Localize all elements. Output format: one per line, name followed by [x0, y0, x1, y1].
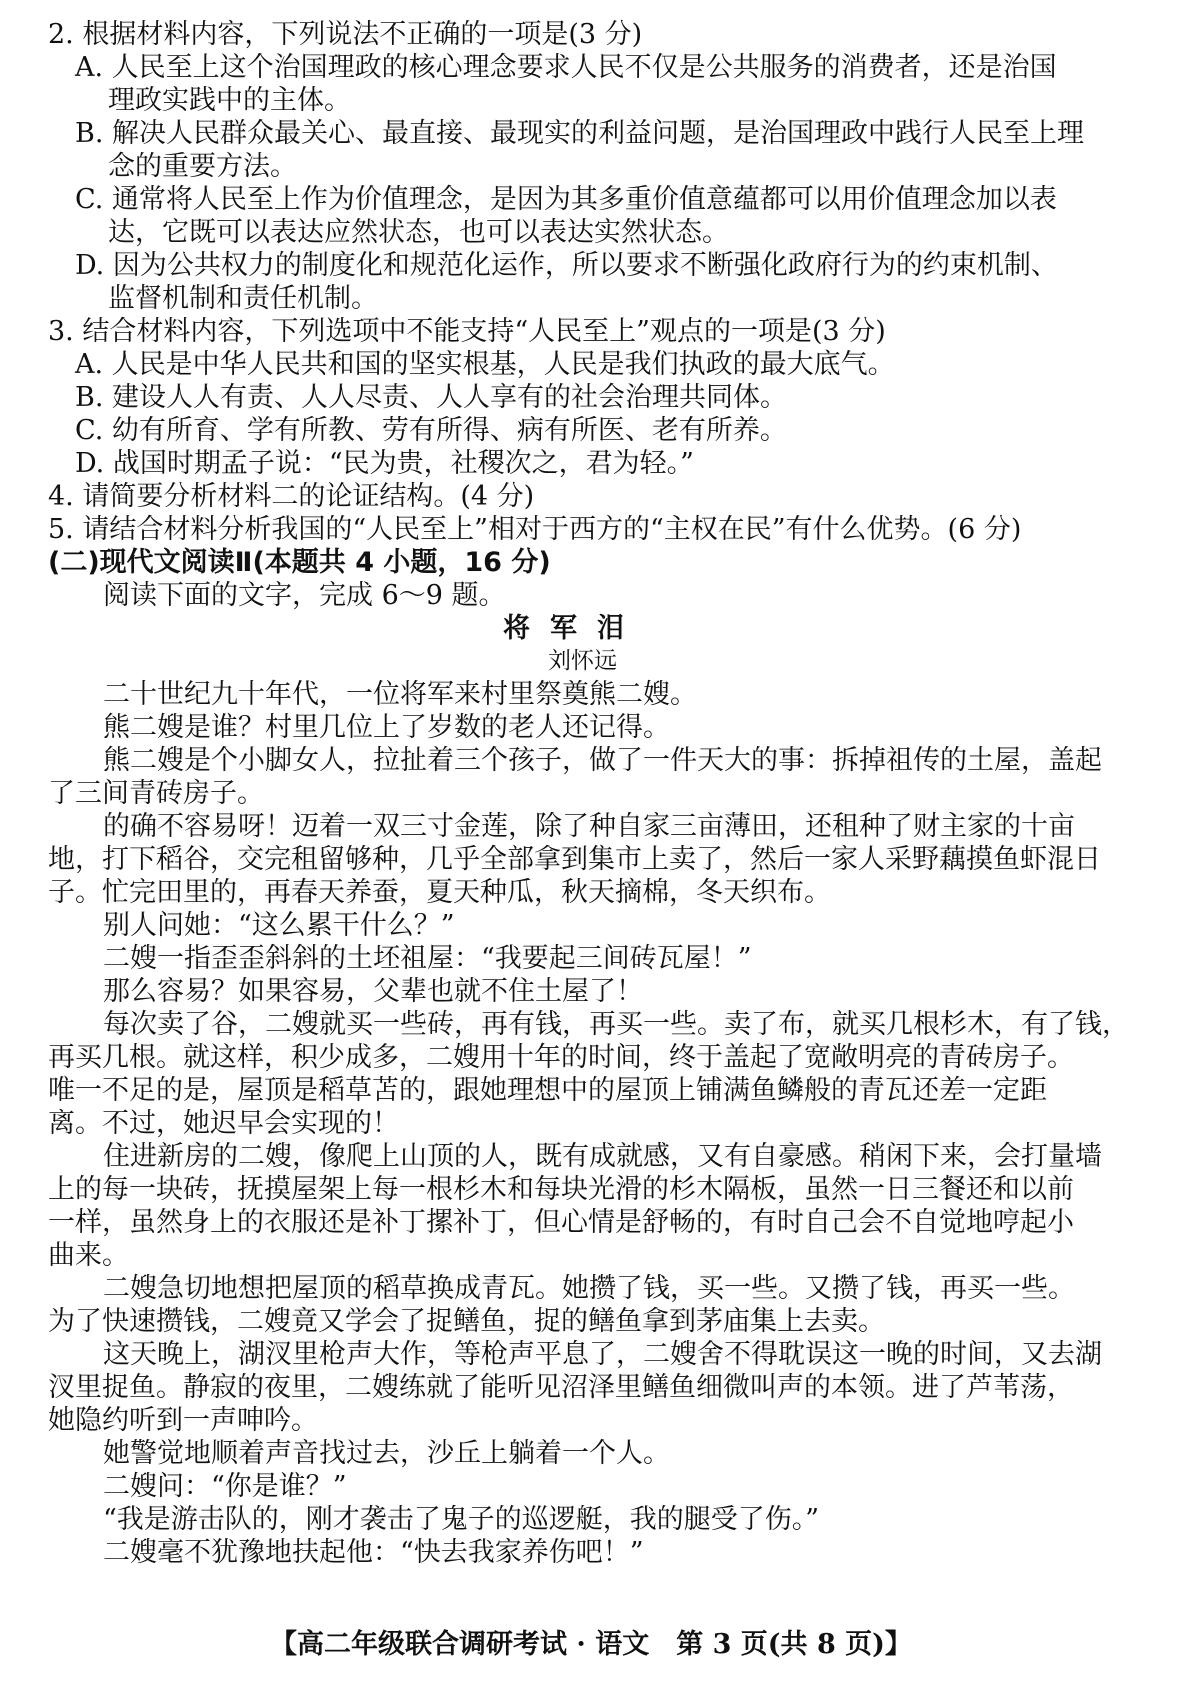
story-paragraph-line: 每次卖了谷，二嫂就买一些砖，再有钱，再买一些。卖了布，就买几根杉木，有了钱， [103, 1009, 1129, 1040]
story-paragraph-line: 子。忙完田里的，再春天养蚕，夏天种瓜，秋天摘棉，冬天织布。 [48, 877, 831, 908]
story-paragraph-line: 地，打下稻谷，交完租留够种，几乎全部拿到集市上卖了，然后一家人采野藕摸鱼虾混日 [48, 844, 1101, 875]
section-instruction: 阅读下面的文字，完成 6～9 题。 [103, 580, 506, 611]
section-heading: (二)现代文阅读Ⅱ(本题共 4 小题，16 分) [48, 547, 551, 578]
story-title: 将军泪 [503, 613, 644, 644]
story-paragraph-line: 二嫂毫不犹豫地扶起他：“快去我家养伤吧！” [103, 1537, 644, 1568]
question-3-option-d: D. 战国时期孟子说：“民为贵，社稷次之，君为轻。” [75, 448, 694, 479]
story-paragraph-line: 二嫂急切地想把屋顶的稻草换成青瓦。她攒了钱，买一些。又攒了钱，再买一些。 [103, 1273, 1075, 1304]
question-2-option-d: D. 因为公共权力的制度化和规范化运作，所以要求不断强化政府行为的约束机制、 [75, 250, 1058, 281]
question-3-option-c: C. 幼有所育、学有所教、劳有所得、病有所医、老有所养。 [75, 415, 787, 446]
story-paragraph-line: 二十世纪九十年代，一位将军来村里祭奠熊二嫂。 [103, 679, 697, 710]
story-paragraph-line: “我是游击队的，刚才袭击了鬼子的巡逻艇，我的腿受了伤。” [103, 1504, 820, 1535]
story-paragraph-line: 再买几根。就这样，积少成多，二嫂用十年的时间，终于盖起了宽敞明亮的青砖房子。 [48, 1042, 1074, 1073]
question-2-stem: 2. 根据材料内容，下列说法不正确的一项是(3 分) [48, 19, 643, 50]
question-2-option-b: B. 解决人民群众最关心、最直接、最现实的利益问题，是治国理政中践行人民至上理 [75, 118, 1085, 149]
story-paragraph-line: 曲来。 [48, 1240, 129, 1271]
story-paragraph-line: 离。不过，她迟早会实现的！ [48, 1108, 399, 1139]
story-paragraph-line: 她隐约听到一声呻吟。 [48, 1405, 318, 1436]
question-2-option-a-cont: 理政实践中的主体。 [108, 85, 351, 116]
story-paragraph-line: 二嫂一指歪歪斜斜的土坯祖屋：“我要起三间砖瓦屋！” [103, 943, 752, 974]
story-paragraph-line: 这天晚上，湖汊里枪声大作，等枪声平息了，二嫂舍不得耽误这一晚的时间，又去湖 [103, 1339, 1102, 1370]
question-2-option-d-cont: 监督机制和责任机制。 [108, 283, 378, 314]
story-author: 刘怀远 [548, 648, 617, 674]
story-paragraph-line: 上的每一块砖，抚摸屋架上每一根杉木和每块光滑的杉木隔板，虽然一日三餐还和以前 [48, 1174, 1074, 1205]
question-3-option-a: A. 人民是中华人民共和国的坚实根基，人民是我们执政的最大底气。 [75, 349, 895, 380]
question-4: 4. 请简要分析材料二的论证结构。(4 分) [48, 481, 535, 512]
question-2-option-c-cont: 达，它既可以表达应然状态，也可以表达实然状态。 [108, 217, 729, 248]
story-paragraph-line: 熊二嫂是谁？村里几位上了岁数的老人还记得。 [103, 712, 670, 743]
question-2-option-a: A. 人民至上这个治国理政的核心理念要求人民不仅是公共服务的消费者，还是治国 [75, 52, 1057, 83]
question-5: 5. 请结合材料分析我国的“人民至上”相对于西方的“主权在民”有什么优势。(6 分) [48, 514, 1022, 545]
story-paragraph-line: 汊里捉鱼。静寂的夜里，二嫂练就了能听见沼泽里鳝鱼细微叫声的本领。进了芦苇荡， [48, 1372, 1074, 1403]
story-paragraph-line: 熊二嫂是个小脚女人，拉扯着三个孩子，做了一件天大的事：拆掉祖传的土屋，盖起 [103, 745, 1102, 776]
story-paragraph-line: 一样，虽然身上的衣服还是补丁摞补丁，但心情是舒畅的，有时自己会不自觉地哼起小 [48, 1207, 1074, 1238]
story-paragraph-line: 的确不容易呀！迈着一双三寸金莲，除了种自家三亩薄田，还租种了财主家的十亩 [103, 811, 1075, 842]
story-paragraph-line: 那么容易？如果容易，父辈也就不住土屋了！ [103, 976, 643, 1007]
question-3-stem: 3. 结合材料内容，下列选项中不能支持“人民至上”观点的一项是(3 分) [48, 316, 886, 347]
story-paragraph-line: 了三间青砖房子。 [48, 778, 264, 809]
question-3-option-b: B. 建设人人有责、人人尽责、人人享有的社会治理共同体。 [75, 382, 788, 413]
question-2-option-b-cont: 念的重要方法。 [108, 151, 297, 182]
page-footer: 【高二年级联合调研考试 · 语文 第 3 页(共 8 页)】 [270, 1629, 912, 1660]
story-paragraph-line: 唯一不足的是，屋顶是稻草苫的，跟她理想中的屋顶上铺满鱼鳞般的青瓦还差一定距 [48, 1075, 1047, 1106]
story-paragraph-line: 住进新房的二嫂，像爬上山顶的人，既有成就感，又有自豪感。稍闲下来，会打量墙 [103, 1141, 1102, 1172]
story-paragraph-line: 为了快速攒钱，二嫂竟又学会了捉鳝鱼，捉的鳝鱼拿到茅庙集上去卖。 [48, 1306, 885, 1337]
story-paragraph-line: 二嫂问：“你是谁？” [103, 1471, 347, 1502]
story-paragraph-line: 别人问她：“这么累干什么？” [103, 910, 455, 941]
question-2-option-c: C. 通常将人民至上作为价值理念，是因为其多重价值意蕴都可以用价值理念加以表 [75, 184, 1057, 215]
story-paragraph-line: 她警觉地顺着声音找过去，沙丘上躺着一个人。 [103, 1438, 670, 1469]
